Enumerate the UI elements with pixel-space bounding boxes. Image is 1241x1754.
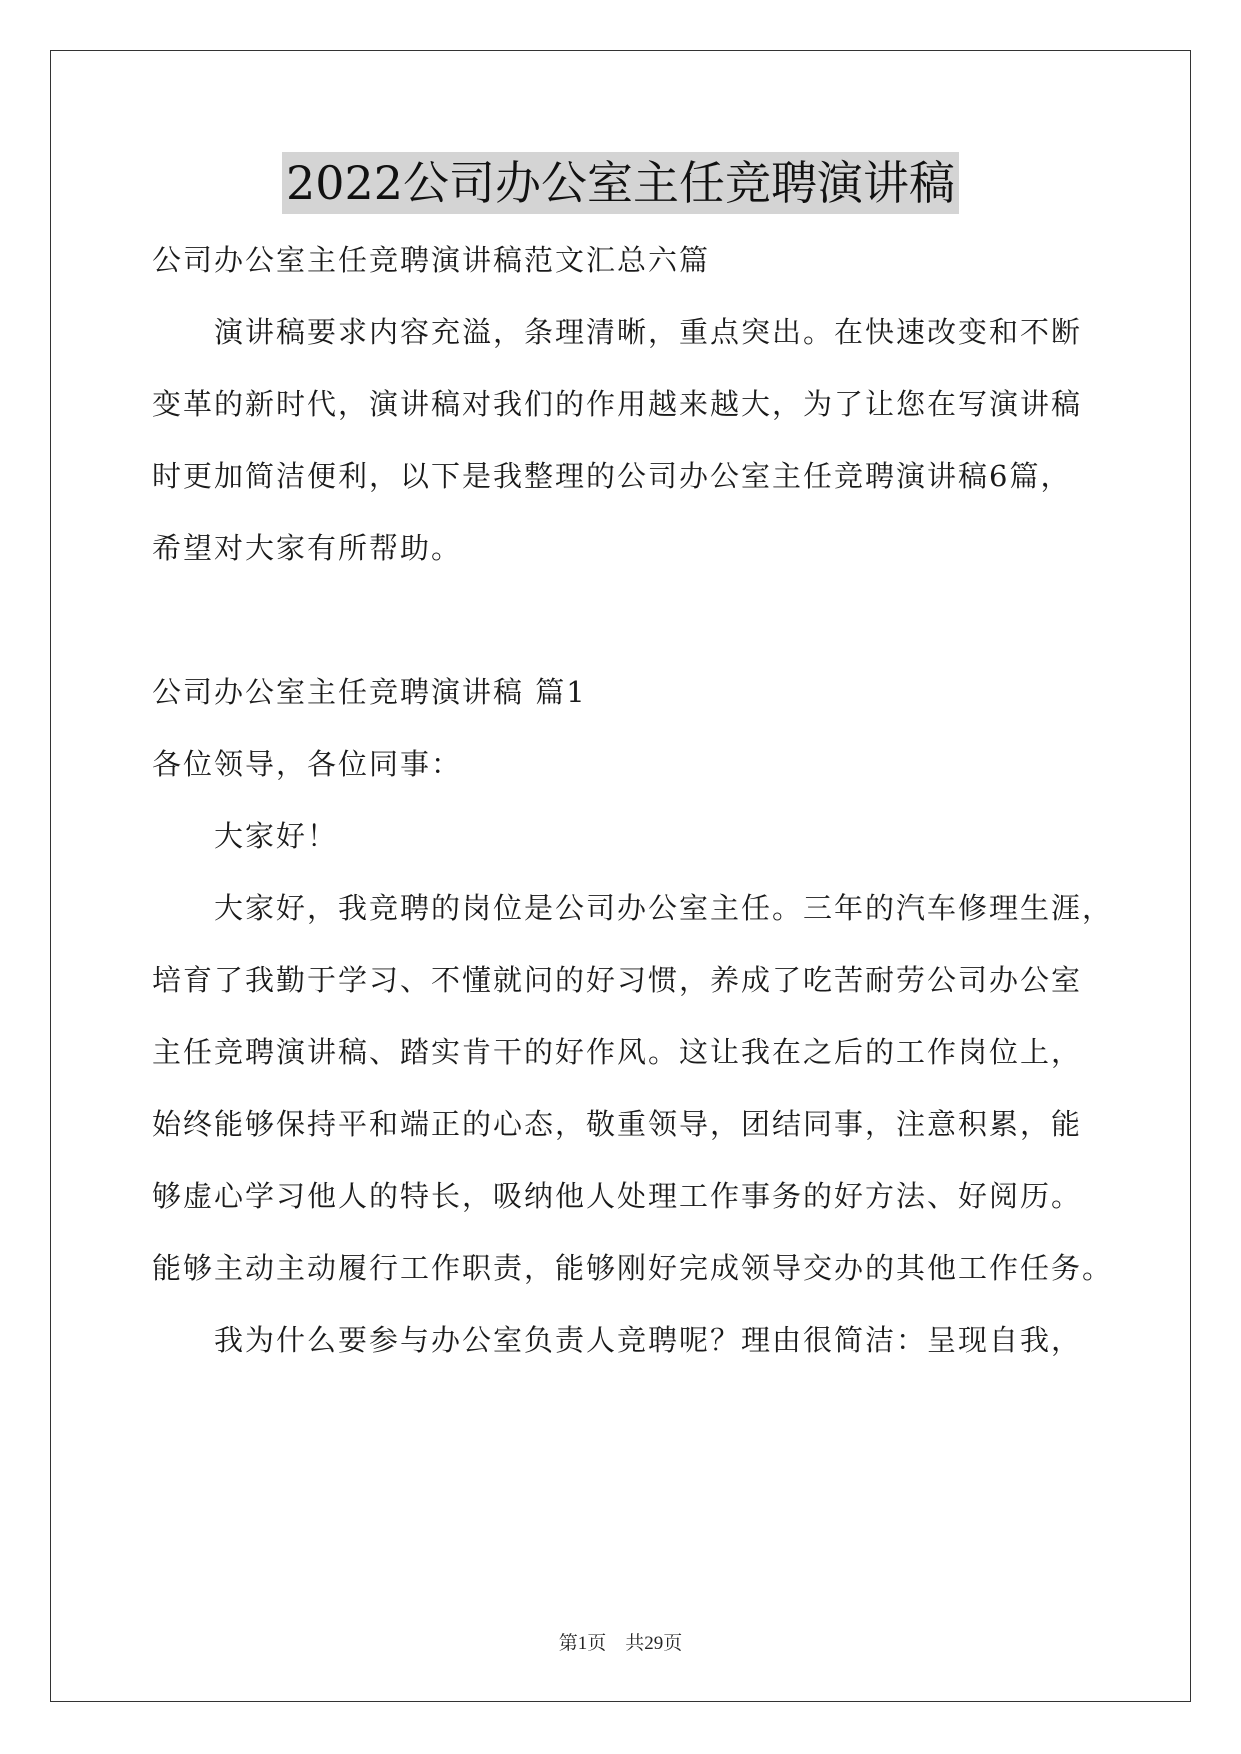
paragraph-line: 变革的新时代，演讲稿对我们的作用越来越大，为了让您在写演讲稿: [152, 387, 1083, 421]
paragraph-line: 演讲稿要求内容充溢，条理清晰，重点突出。在快速改变和不断: [214, 315, 1083, 349]
paragraph-line: 培育了我勤于学习、不懂就问的好习惯，养成了吃苦耐劳公司办公室: [152, 963, 1083, 997]
page-border: [50, 50, 1191, 1702]
section-heading: 公司办公室主任竞聘演讲稿 篇1: [152, 675, 587, 709]
paragraph-line: 能够主动主动履行工作职责，能够刚好完成领导交办的其他工作任务。: [152, 1251, 1114, 1285]
paragraph-line: 始终能够保持平和端正的心态，敬重领导，团结同事，注意积累，能: [152, 1107, 1083, 1141]
paragraph-line: 大家好，我竞聘的岗位是公司办公室主任。三年的汽车修理生涯，: [214, 891, 1114, 925]
paragraph-line: 希望对大家有所帮助。: [152, 531, 463, 565]
paragraph-line: 主任竞聘演讲稿、踏实肯干的好作风。这让我在之后的工作岗位上，: [152, 1035, 1083, 1069]
page-number-footer: 第1页 共29页: [558, 1633, 683, 1654]
document-title: 2022公司办公室主任竞聘演讲稿: [282, 152, 959, 214]
title-container: [0, 152, 1241, 214]
paragraph-line: 我为什么要参与办公室负责人竞聘呢？理由很简洁：呈现自我，: [214, 1323, 1083, 1357]
salutation-line: 各位领导，各位同事：: [152, 747, 463, 781]
paragraph-line: 时更加简洁便利，以下是我整理的公司办公室主任竞聘演讲稿6篇，: [152, 459, 1072, 493]
paragraph-line: 够虚心学习他人的特长，吸纳他人处理工作事务的好方法、好阅历。: [152, 1179, 1083, 1213]
greeting-line: 大家好！: [214, 819, 339, 853]
subtitle-line: 公司办公室主任竞聘演讲稿范文汇总六篇: [152, 243, 711, 277]
